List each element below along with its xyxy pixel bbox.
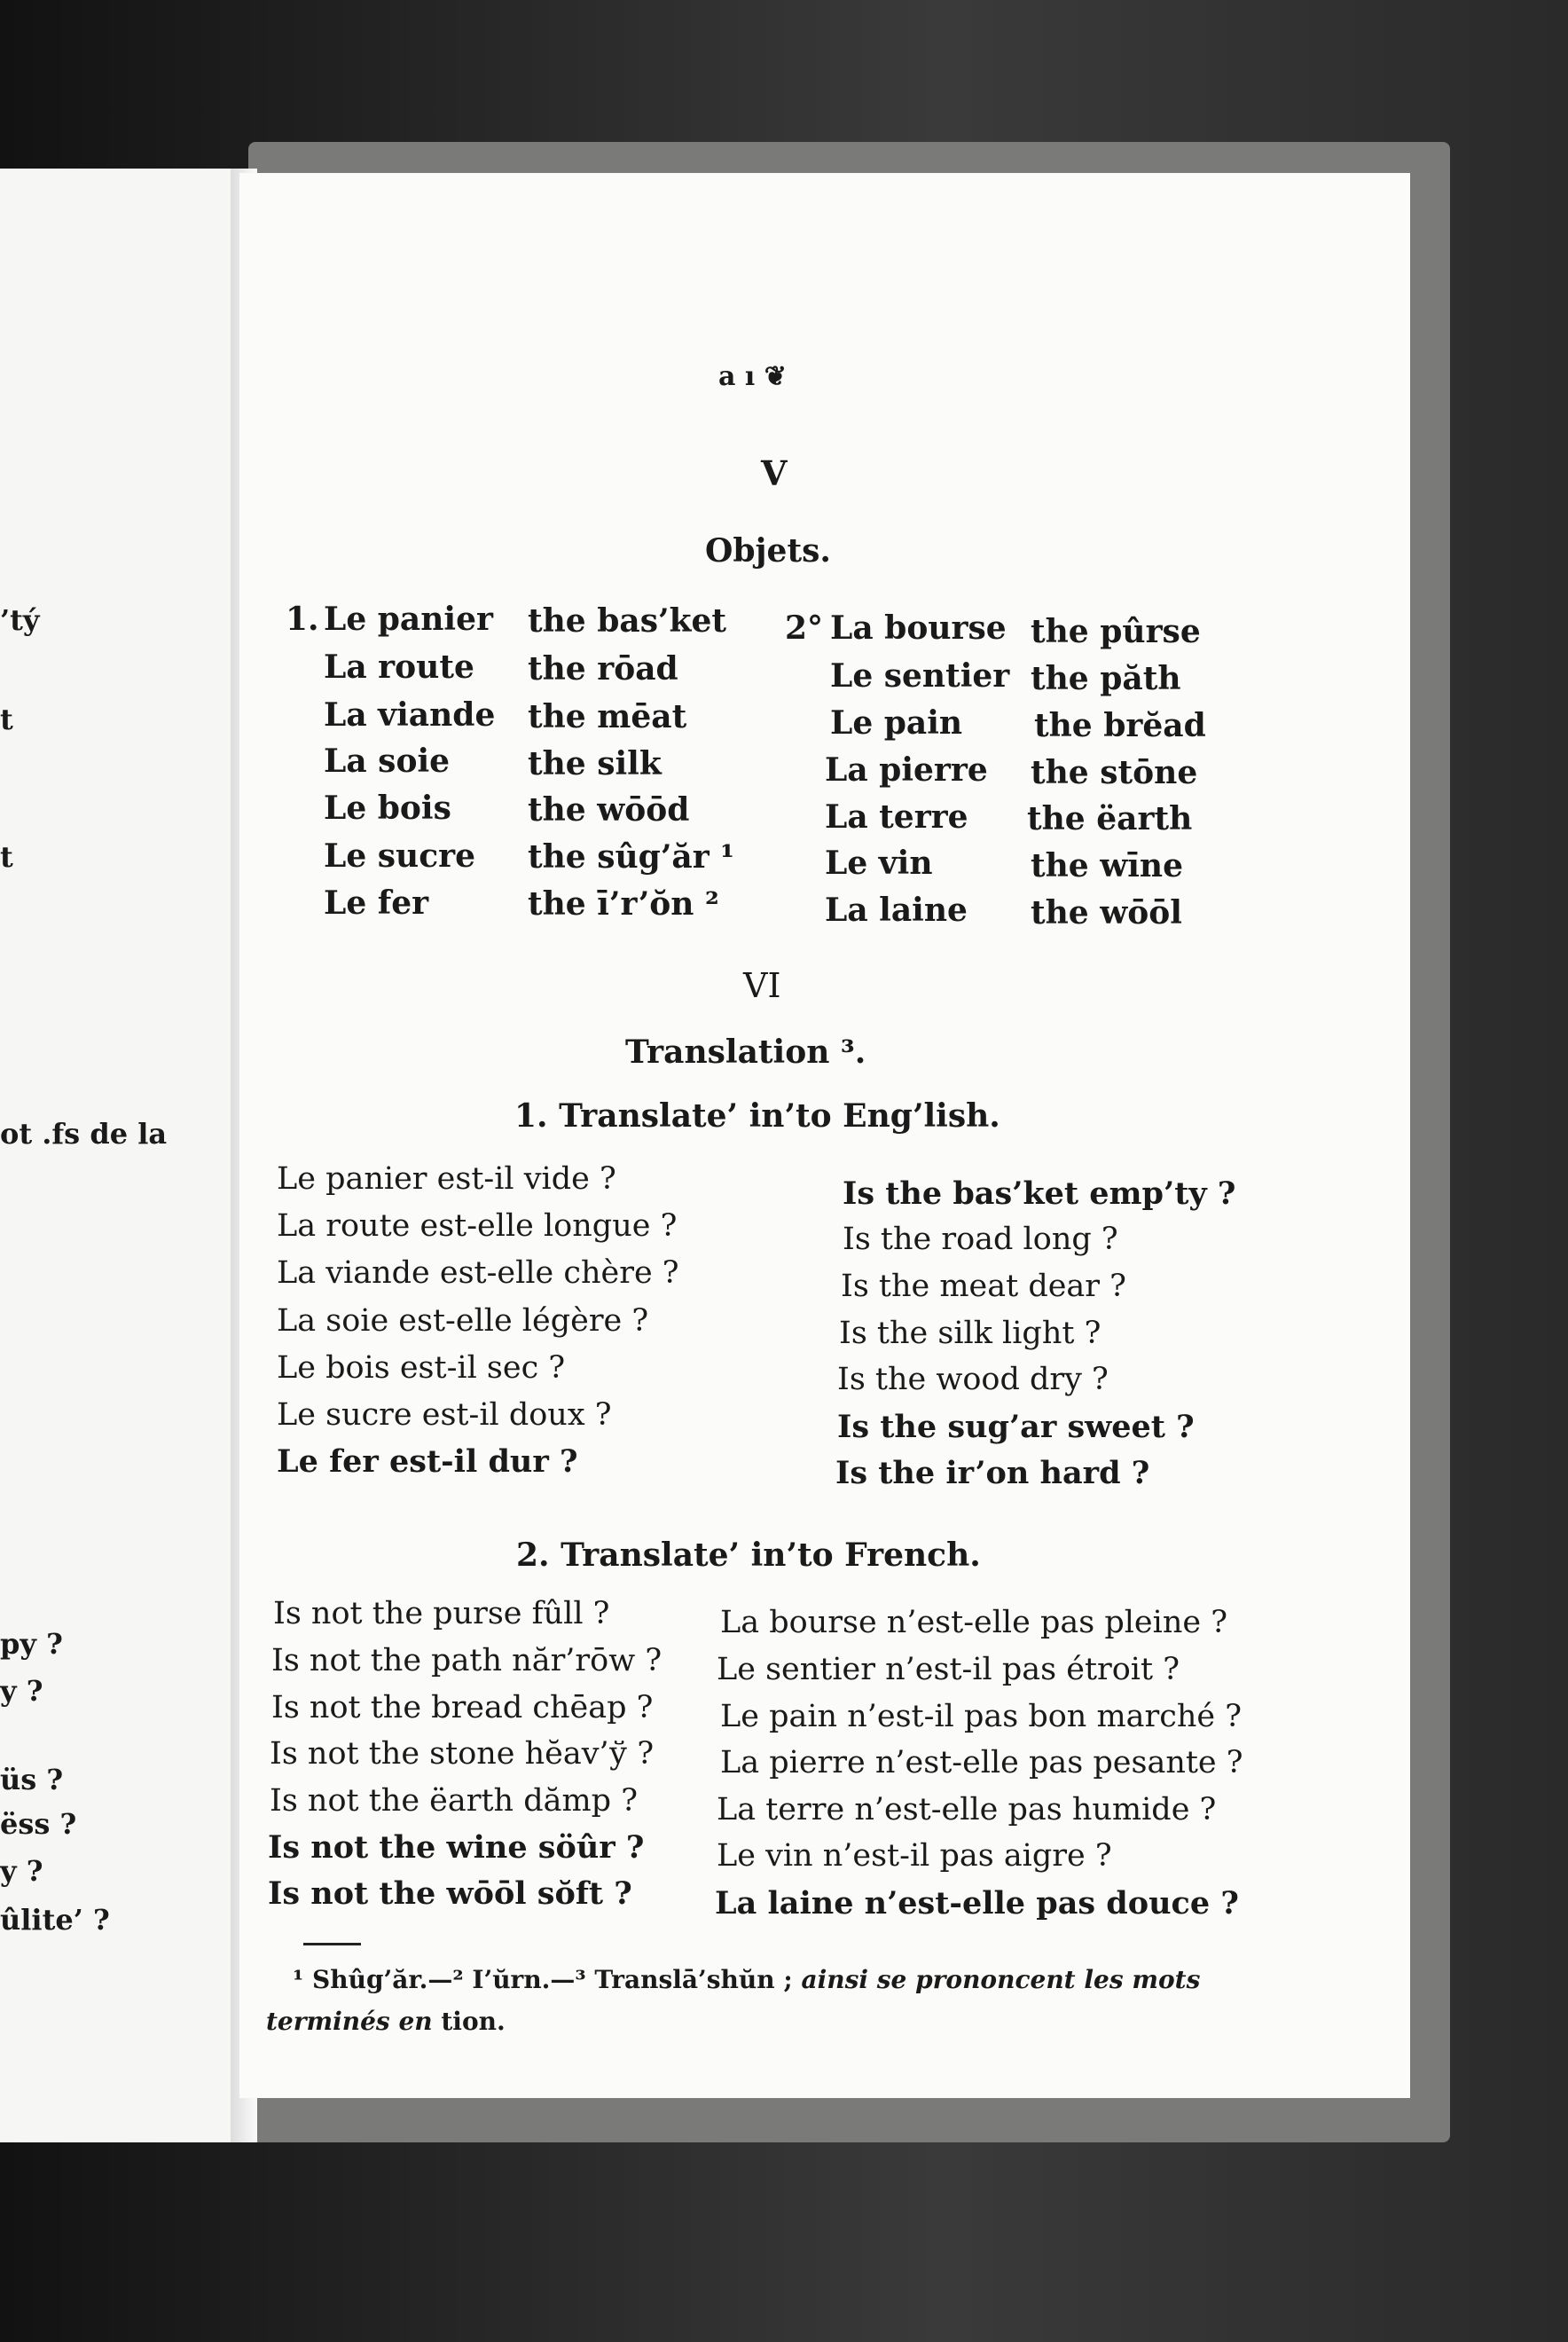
list2-fr: La laine [825,892,968,929]
subheading-into-english: 1. Translate’ in’to Eng’lish. [514,1097,1000,1135]
exercise1-english: Is the road long ? [843,1222,1118,1257]
list2-en: the wīne [1031,847,1183,884]
left-page [0,169,244,2142]
list1-en: the ī’r’ŏn ² [528,885,719,923]
exercise1-french: La viande est-elle chère ? [277,1255,679,1291]
exercise2-french: La pierre n’est-elle pas pesante ? [720,1745,1243,1780]
section-heading-objets: Objets. [705,532,831,570]
subheading-into-french: 2. Translate’ in’to French. [516,1536,981,1574]
list2-en: the pûrse [1031,613,1201,650]
list1-en: the silk [528,745,662,782]
list1-en: the mēat [528,698,687,735]
section-numeral-vi: VI [743,966,781,1005]
list2-fr: La bourse [830,609,1007,647]
left-fragment: t [0,840,13,874]
list1-fr: La route [324,648,474,686]
exercise2-french: La laine n’est-elle pas douce ? [715,1885,1239,1922]
exercise2-english: Is not the wine söûr ? [268,1829,645,1866]
list2-marker: 2° [785,609,824,647]
exercise2-french: Le pain n’est-il pas bon marché ? [720,1699,1242,1734]
exercise1-english: Is the sug’ar sweet ? [837,1409,1195,1445]
left-fragment: y ? [0,1854,43,1888]
exercise1-french: Le panier est-il vide ? [277,1161,616,1197]
ornament: a ı ❦ [718,361,787,392]
exercise2-french: La terre n’est-elle pas humide ? [717,1792,1217,1827]
list2-fr: Le vin [825,845,933,882]
exercise1-french: La soie est-elle légère ? [277,1303,649,1339]
section-numeral-v: V [761,453,788,493]
list2-fr: La terre [825,798,968,836]
left-fragment: py ? [0,1627,63,1661]
list1-fr: La viande [324,696,496,734]
list1-en: the bas’ket [528,602,727,640]
left-fragment: ûlite’ ? [0,1903,110,1937]
section-heading-translation: Translation ³. [625,1033,866,1071]
footnote-text: tion. [441,2007,506,2036]
exercise1-french: Le fer est-il dur ? [277,1443,578,1480]
exercise2-english: Is not the bread chēap ? [271,1690,654,1725]
list1-en: the wōōd [528,791,690,829]
exercise2-english: Is not the stone hĕav’ў ? [270,1736,655,1772]
list2-fr: Le pain [830,704,963,742]
exercise1-english: Is the ir’on hard ? [835,1455,1150,1491]
exercise2-french: La bourse n’est-elle pas pleine ? [720,1605,1227,1640]
list1-fr: Le fer [324,884,429,922]
exercise1-french: La route est-elle longue ? [277,1208,678,1244]
list2-en: the păth [1031,660,1181,697]
list2-en: the ëarth [1027,800,1193,837]
left-fragment: ’tý [0,603,40,637]
exercise2-french: Le sentier n’est-il pas étroit ? [717,1652,1180,1687]
footnote-italic: ainsi se prononcent les mots [801,1965,1201,1994]
list1-fr: Le panier [324,601,493,638]
footnote-rule [303,1943,361,1945]
footnote-text: ¹ Shûg’ăr.—² I’ŭrn.—³ Translā’shŭn ; [293,1965,793,1994]
left-fragment: üs ? [0,1763,64,1796]
list2-fr: La pierre [825,751,988,789]
exercise2-english: Is not the wōōl sŏft ? [268,1875,632,1912]
exercise1-english: Is the bas’ket emp’ty ? [843,1175,1236,1212]
left-fragment: y ? [0,1674,43,1708]
exercise2-english: Is not the path năr’rōw ? [271,1643,662,1678]
exercise1-french: Le sucre est-il doux ? [277,1397,612,1433]
list1-en: the rōad [528,650,678,688]
exercise1-english: Is the meat dear ? [841,1269,1126,1304]
list2-fr: Le sentier [830,657,1010,695]
list1-en: the sûg’ăr ¹ [528,838,734,876]
left-fragment: t [0,703,13,736]
exercise2-french: Le vin n’est-il pas aigre ? [717,1838,1112,1874]
left-fragment: ot .fs de la [0,1117,168,1151]
list1-fr: La soie [324,743,451,780]
exercise2-english: Is not the ëarth dămp ? [270,1783,638,1819]
exercise1-english: Is the wood dry ? [837,1362,1109,1397]
exercise1-french: Le bois est-il sec ? [277,1350,566,1386]
footnote-italic: terminés en [266,2007,433,2036]
list1-fr: Le sucre [324,837,475,875]
exercise2-english: Is not the purse fûll ? [273,1596,610,1631]
list2-en: the wōōl [1031,894,1182,931]
list2-en: the brĕad [1034,707,1206,744]
footnote-line-1 [293,1965,1201,1994]
list2-en: the stōne [1031,754,1198,791]
exercise1-english: Is the silk light ? [839,1316,1102,1351]
list1-marker: 1. [286,601,319,638]
left-fragment: ëss ? [0,1807,77,1841]
footnote-line-2 [266,2009,506,2034]
list1-fr: Le bois [324,790,451,827]
